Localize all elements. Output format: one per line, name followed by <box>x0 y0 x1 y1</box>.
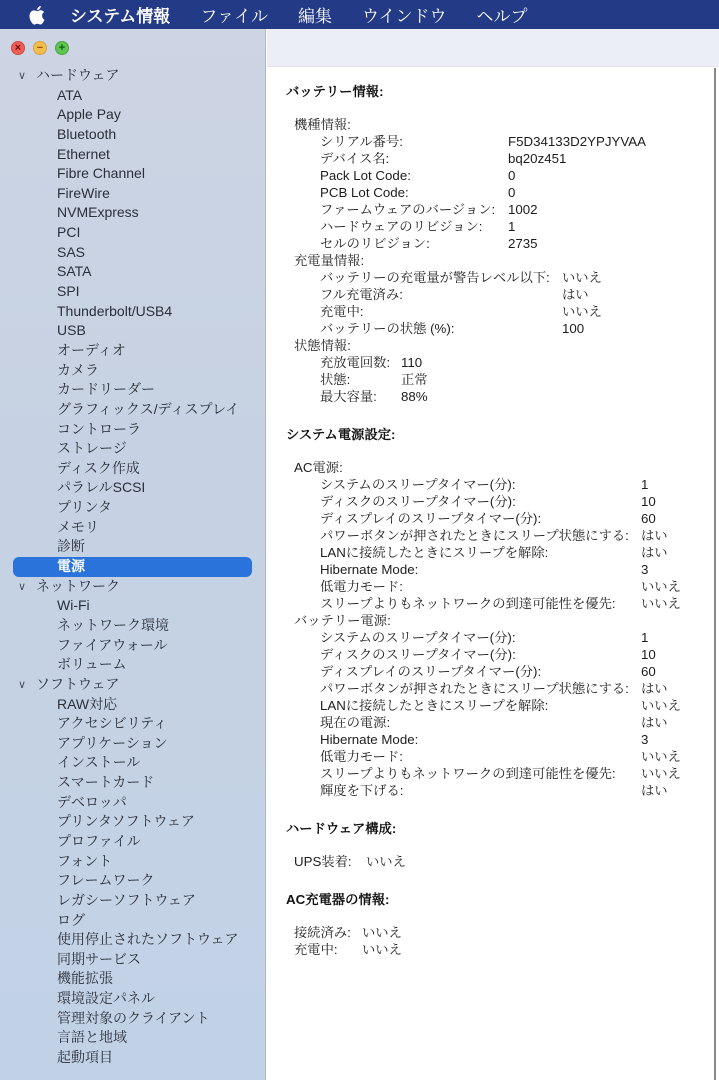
sidebar-item[interactable] <box>0 537 266 557</box>
property-value: いいえ <box>641 749 681 764</box>
property-value: 110 <box>401 355 423 370</box>
property-label: スリープよりもネットワークの到達可能性を優先: <box>320 596 616 611</box>
sidebar-item-label: インストール <box>57 754 141 771</box>
sidebar-item[interactable] <box>0 636 266 656</box>
property-label: セルのリビジョン: <box>320 236 430 251</box>
property-row <box>320 782 719 799</box>
sidebar-item[interactable] <box>0 832 266 852</box>
sidebar-item[interactable] <box>0 302 266 322</box>
property-value: はい <box>641 681 668 696</box>
sidebar-group-2[interactable] <box>0 675 266 695</box>
sidebar-item-label: プリンタソフトウェア <box>57 813 195 830</box>
subheading-model-info: 機種情報: <box>294 117 351 132</box>
property-label: バッテリーの状態 (%): <box>320 321 455 336</box>
zoom-icon: + <box>58 41 66 54</box>
sidebar-group-label: ソフトウェア <box>36 675 120 692</box>
property-value: いいえ <box>641 596 681 611</box>
property-row <box>320 354 719 371</box>
sidebar-item-label: Ethernet <box>57 145 110 162</box>
property-row <box>320 697 719 714</box>
sidebar-item[interactable] <box>0 793 266 813</box>
sidebar-item-label: 管理対象のクライアント <box>57 1009 210 1026</box>
sidebar-item-label: 診断 <box>57 538 85 555</box>
sidebar-item-label: ボリューム <box>57 656 127 673</box>
property-row <box>320 663 719 680</box>
property-row <box>294 924 719 941</box>
sidebar-item[interactable] <box>0 125 266 145</box>
menu-bar <box>0 0 719 29</box>
property-row <box>320 561 719 578</box>
property-row <box>320 320 719 337</box>
property-value: 3 <box>641 732 649 747</box>
sidebar-item-label: USB <box>57 322 86 339</box>
detail-toolbar <box>267 29 719 67</box>
property-value: いいえ <box>641 766 681 781</box>
property-row <box>320 286 719 303</box>
sidebar-item[interactable] <box>0 812 266 832</box>
sidebar-item[interactable] <box>0 950 266 970</box>
property-label: ハードウェアのリビジョン: <box>320 219 483 234</box>
property-label: ディスプレイのスリープタイマー(分): <box>320 664 542 679</box>
sidebar-item[interactable] <box>0 105 266 125</box>
sidebar-item[interactable] <box>0 262 266 282</box>
subheading-ac-power: AC電源: <box>294 460 343 475</box>
property-row <box>320 476 719 493</box>
property-label: 充電中: <box>320 304 364 319</box>
property-label: 接続済み: <box>294 925 351 940</box>
sidebar-item[interactable] <box>0 1009 266 1029</box>
property-value: はい <box>641 783 668 798</box>
sidebar-item-label: プリンタ <box>57 499 112 516</box>
sidebar-item-label: 電源 <box>57 558 85 575</box>
property-label: Hibernate Mode: <box>320 732 419 747</box>
sidebar-item[interactable] <box>0 616 266 636</box>
sidebar-item-label: ディスク作成 <box>57 459 140 476</box>
sidebar-item[interactable] <box>0 911 266 931</box>
property-label: LANに接続したときにスリープを解除: <box>320 545 549 560</box>
sidebar-item-label: ストレージ <box>57 440 127 457</box>
property-value: 1002 <box>508 202 538 217</box>
sidebar-item[interactable] <box>0 321 266 341</box>
property-row <box>320 510 719 527</box>
chevron-down-icon[interactable]: ∨ <box>18 70 27 82</box>
window-controls <box>11 41 69 55</box>
sidebar-group-1[interactable] <box>0 577 266 597</box>
property-value: 10 <box>641 494 656 509</box>
sidebar-item-label: アプリケーション <box>57 734 168 751</box>
property-row <box>320 765 719 782</box>
property-row <box>320 269 719 286</box>
property-value: はい <box>641 528 668 543</box>
sidebar-item[interactable] <box>0 459 266 479</box>
sidebar-item-label: Apple Pay <box>57 106 121 123</box>
property-value: 60 <box>641 664 656 679</box>
sidebar-group-label: ハードウェア <box>36 67 120 83</box>
property-row <box>320 167 719 184</box>
close-icon: × <box>14 41 22 54</box>
sidebar-item[interactable] <box>0 852 266 872</box>
property-row <box>320 133 719 150</box>
sidebar <box>0 29 266 1080</box>
sidebar-item-label: レガシーソフトウェア <box>57 891 196 908</box>
sidebar-item[interactable] <box>0 891 266 911</box>
property-row <box>320 201 719 218</box>
property-value: 10 <box>641 647 656 662</box>
sidebar-item[interactable] <box>0 164 266 184</box>
property-label: フル充電済み: <box>320 287 403 302</box>
sidebar-item[interactable] <box>0 86 266 106</box>
property-row <box>320 731 719 748</box>
property-label: 状態: <box>320 372 351 387</box>
sidebar-item[interactable] <box>0 223 266 243</box>
sidebar-item-label: ログ <box>57 911 85 928</box>
property-label: 低電力モード: <box>320 579 403 594</box>
property-value: 100 <box>562 321 585 336</box>
section-ac-charger: AC充電器の情報: <box>286 892 390 907</box>
apple-logo-icon[interactable] <box>26 5 46 25</box>
property-value: いいえ <box>366 854 406 869</box>
sidebar-item-label: FireWire <box>57 184 110 201</box>
property-label: UPS装着: <box>294 854 352 869</box>
property-row <box>320 527 719 544</box>
minimize-icon: − <box>36 41 44 54</box>
sidebar-item-label: 同期サービス <box>57 950 141 967</box>
sidebar-item-label: ファイアウォール <box>57 636 168 653</box>
property-value: いいえ <box>362 925 402 940</box>
menu-help[interactable]: ヘルプ <box>476 7 528 26</box>
sidebar-item-label: パラレルSCSI <box>57 479 146 496</box>
sidebar-item[interactable] <box>0 596 266 616</box>
property-value: 正常 <box>401 372 428 387</box>
sidebar-item[interactable] <box>0 341 266 361</box>
property-value: 1 <box>641 630 649 645</box>
minimize-button[interactable] <box>33 41 47 55</box>
property-label: シリアル番号: <box>320 134 403 149</box>
sidebar-item-label: アクセシビリティ <box>57 715 168 732</box>
property-row <box>320 388 719 405</box>
property-row <box>320 680 719 697</box>
property-value: はい <box>641 715 668 730</box>
property-row <box>320 371 719 388</box>
property-label: パワーボタンが押されたときにスリープ状態にする: <box>320 528 629 543</box>
property-value: はい <box>562 287 589 302</box>
property-row <box>320 629 719 646</box>
property-value: 88% <box>401 389 428 404</box>
sidebar-item[interactable] <box>0 969 266 989</box>
property-label: ファームウェアのバージョン: <box>320 202 496 217</box>
sidebar-item[interactable] <box>13 557 252 577</box>
sidebar-item-label: スマートカード <box>57 774 155 791</box>
section-hardware-config: ハードウェア構成: <box>286 821 397 836</box>
property-label: 低電力モード: <box>320 749 403 764</box>
sidebar-item[interactable] <box>0 734 266 754</box>
chevron-down-icon[interactable]: ∨ <box>18 580 27 593</box>
menu-edit[interactable]: 編集 <box>297 7 332 26</box>
property-value: いいえ <box>562 270 602 285</box>
property-row <box>320 748 719 765</box>
sidebar-item[interactable] <box>0 773 266 793</box>
property-row <box>320 595 719 612</box>
property-row <box>320 714 719 731</box>
property-row <box>294 853 719 870</box>
sidebar-item[interactable] <box>0 753 266 773</box>
sidebar-item[interactable] <box>0 380 266 400</box>
sidebar-item-label: 起動項目 <box>57 1049 113 1066</box>
sidebar-item[interactable] <box>0 695 266 715</box>
sidebar-item[interactable] <box>0 518 266 538</box>
property-value: 1 <box>508 219 516 234</box>
category-tree <box>0 66 266 1068</box>
sidebar-item-label: フォント <box>57 852 113 869</box>
sidebar-item-label: フレームワーク <box>57 872 155 889</box>
property-row <box>320 578 719 595</box>
sidebar-group-0[interactable] <box>0 66 266 86</box>
subheading-charge-info: 充電量情報: <box>294 253 365 268</box>
sidebar-item-label: ネットワーク環境 <box>57 616 169 633</box>
property-label: ディスプレイのスリープタイマー(分): <box>320 511 542 526</box>
sidebar-item[interactable] <box>0 871 266 891</box>
detail-pane <box>267 68 716 1080</box>
sidebar-item[interactable] <box>0 420 266 440</box>
property-value: F5D34133D2YPJYVAA <box>508 134 646 149</box>
section-power-settings: システム電源設定: <box>286 427 396 442</box>
sidebar-group-label: ネットワーク <box>36 577 120 594</box>
sidebar-item[interactable] <box>0 989 266 1009</box>
sidebar-item[interactable] <box>0 1028 266 1048</box>
property-row <box>320 218 719 235</box>
sidebar-item-label: NVMExpress <box>57 204 139 221</box>
sidebar-item[interactable] <box>0 1048 266 1068</box>
sidebar-item-label: 機能拡張 <box>57 970 113 987</box>
property-value: 1 <box>641 477 649 492</box>
property-label: 現在の電源: <box>320 715 391 730</box>
sidebar-item-label: カメラ <box>57 361 99 378</box>
property-label: Hibernate Mode: <box>320 562 419 577</box>
property-label: Pack Lot Code: <box>320 168 411 183</box>
sidebar-item-label: Bluetooth <box>57 125 117 142</box>
property-value: 0 <box>508 185 516 200</box>
sidebar-item-label: PCI <box>57 224 81 241</box>
sidebar-item[interactable] <box>0 478 266 498</box>
subheading-battery-power: バッテリー電源: <box>294 613 391 628</box>
sidebar-item[interactable] <box>0 714 266 734</box>
property-value: 3 <box>641 562 649 577</box>
close-button[interactable] <box>11 41 25 55</box>
property-value: いいえ <box>641 698 681 713</box>
property-row <box>294 941 719 958</box>
property-value: 0 <box>508 168 516 183</box>
property-label: ディスクのスリープタイマー(分): <box>320 647 516 662</box>
sidebar-item-label: メモリ <box>57 518 99 535</box>
menu-window[interactable]: ウインドウ <box>361 7 447 26</box>
property-value: いいえ <box>562 304 602 319</box>
sidebar-item-label: Fibre Channel <box>57 165 145 182</box>
property-label: スリープよりもネットワークの到達可能性を優先: <box>320 766 616 781</box>
property-row <box>320 544 719 561</box>
sidebar-item-label: 言語と地域 <box>57 1029 127 1046</box>
sidebar-item-label: SPI <box>57 283 80 300</box>
property-label: 充放電回数: <box>320 355 391 370</box>
property-label: ディスクのスリープタイマー(分): <box>320 494 516 509</box>
sidebar-item[interactable] <box>0 361 266 381</box>
sidebar-item-label: Thunderbolt/USB4 <box>57 302 173 319</box>
sidebar-item[interactable] <box>0 655 266 675</box>
subheading-health-info: 状態情報: <box>294 338 351 353</box>
sidebar-item-label: SATA <box>57 263 92 280</box>
section-battery-info: バッテリー情報: <box>286 84 384 99</box>
sidebar-item-label: デベロッパ <box>57 793 127 810</box>
sidebar-item-label: Wi-Fi <box>57 597 90 614</box>
sidebar-item[interactable] <box>0 400 266 420</box>
sidebar-item[interactable] <box>0 498 266 518</box>
property-label: 輝度を下げる: <box>320 783 404 798</box>
sidebar-item-label: ATA <box>57 86 83 103</box>
menu-file[interactable]: ファイル <box>200 7 268 26</box>
property-row <box>320 303 719 320</box>
sidebar-item[interactable] <box>0 439 266 459</box>
menu-app-system-info[interactable]: システム情報 <box>70 7 171 26</box>
property-label: 最大容量: <box>320 389 377 404</box>
property-row <box>320 235 719 252</box>
sidebar-item[interactable] <box>0 203 266 223</box>
sidebar-item-label: カードリーダー <box>57 381 155 398</box>
sidebar-item-label: グラフィックス/ディスプレイ <box>57 400 240 417</box>
zoom-button[interactable] <box>55 41 69 55</box>
sidebar-item-label: コントローラ <box>57 420 141 437</box>
property-row <box>320 184 719 201</box>
property-label: システムのスリープタイマー(分): <box>320 630 516 645</box>
sidebar-item[interactable] <box>0 184 266 204</box>
property-label: PCB Lot Code: <box>320 185 409 200</box>
property-label: LANに接続したときにスリープを解除: <box>320 698 549 713</box>
property-label: デバイス名: <box>320 151 390 166</box>
property-value: bq20z451 <box>508 151 567 166</box>
sidebar-item[interactable] <box>0 282 266 302</box>
property-row <box>320 493 719 510</box>
property-row <box>320 150 719 167</box>
sidebar-item-label: SAS <box>57 243 86 260</box>
property-value: 60 <box>641 511 656 526</box>
sidebar-item-label: RAW対応 <box>57 695 118 712</box>
property-label: システムのスリープタイマー(分): <box>320 477 516 492</box>
sidebar-item-label: オーディオ <box>57 341 126 358</box>
sidebar-item-label: 環境設定パネル <box>57 990 155 1007</box>
sidebar-item[interactable] <box>0 930 266 950</box>
property-label: パワーボタンが押されたときにスリープ状態にする: <box>320 681 629 696</box>
property-value: はい <box>641 545 668 560</box>
property-value: 2735 <box>508 236 538 251</box>
sidebar-item[interactable] <box>0 243 266 263</box>
chevron-down-icon[interactable]: ∨ <box>18 678 27 691</box>
property-label: バッテリーの充電量が警告レベル以下: <box>320 270 550 285</box>
property-label: 充電中: <box>294 942 338 957</box>
sidebar-item-label: 使用停止されたソフトウェア <box>57 931 239 948</box>
property-value: いいえ <box>641 579 681 594</box>
sidebar-item[interactable] <box>0 145 266 165</box>
sidebar-item-label: プロファイル <box>57 832 141 849</box>
property-value: いいえ <box>362 942 402 957</box>
property-row <box>320 646 719 663</box>
